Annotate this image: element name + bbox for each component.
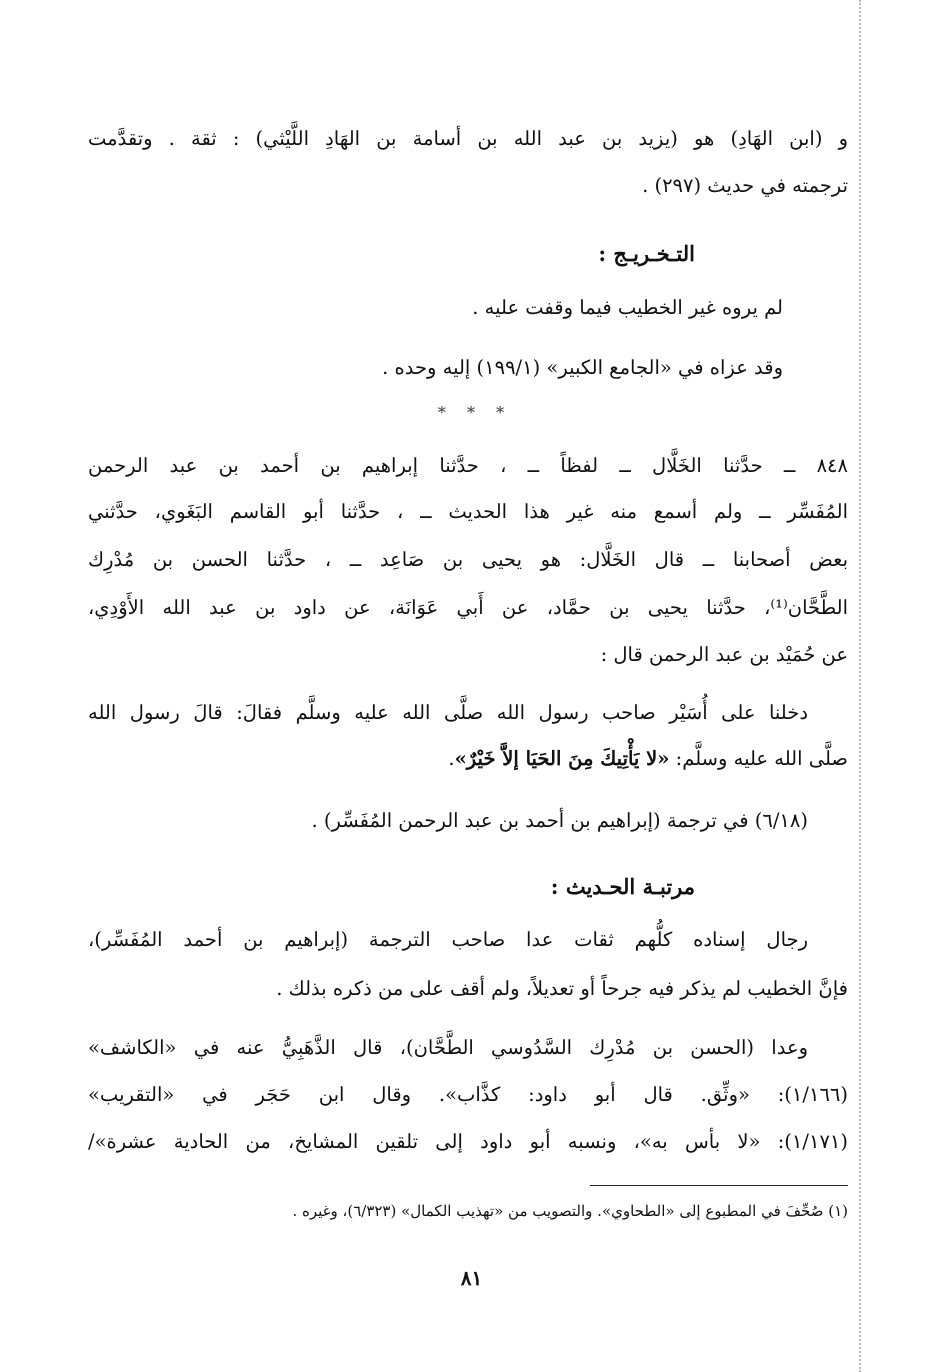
rutba-heading: مرتبـة الحـديث :	[550, 874, 695, 899]
takhrij-heading: التـخـريـج :	[598, 241, 695, 266]
rutba-para2-line-3: (١/١٧١): «لا بأس به»، ونسبه أبو داود إلى تلقين المشايخ، من الحادية عشرة»/	[88, 1130, 848, 1153]
footnote-separator-rule	[590, 1185, 848, 1186]
paragraph-top-line-2: ترجمته في حديث (٢٩٧) .	[642, 174, 848, 197]
hadith-isnad-line-2: المُفَسِّر ــ ولم أسمع منه غير هذا الحديث ــ ، حدَّثنا أبو القاسم البَغَوي، حدَّثني	[88, 500, 848, 523]
hadith-isnad-line-5: عن حُمَيْد بن عبد الرحمن قال :	[600, 643, 848, 666]
page-edge-dotted-line	[859, 0, 861, 1372]
hadith-isnad-line-3: بعض أصحابنا ــ قال الخَلَّال: هو يحيى بن صَاعِد ــ ، حدَّثنا الحسن بن مُدْرِك	[88, 548, 848, 571]
footnote-1: (١) صُحِّفَ في المطبوع إلى «الطحاوي». والتصويب من «تهذيب الكمال» (٦/٣٢٣)، وغيره .	[292, 1202, 848, 1220]
page-number: ٨١	[460, 1266, 483, 1290]
hadith-matn-line-2	[88, 744, 848, 774]
rutba-para1-line-2: فإنَّ الخطيب لم يذكر فيه جرحاً أو تعديلاً، ولم أقف على من ذكره بذلك .	[276, 977, 848, 1000]
takhrij-line-1: لم يروه غير الخطيب فيما وقفت عليه .	[472, 296, 783, 319]
rutba-para1-line-1: رجال إسناده كلُّهم ثقات عدا صاحب الترجمة (إبراهيم بن أحمد المُفَسِّر)،	[88, 928, 808, 951]
section-separator: * * *	[437, 403, 513, 422]
paragraph-top-line-1: و (ابن الهَادِ) هو (يزيد بن عبد الله بن أسامة بن الهَادِ اللَّيْثي) : ثقة . وتقدَّمت	[88, 127, 848, 150]
takhrij-line-2: وقد عزاه في «الجامع الكبير» (١٩٩/١) إليه وحده .	[382, 356, 783, 379]
reference-line: (٦/١٨) في ترجمة (إبراهيم بن أحمد بن عبد الرحمن المُفَسِّر) .	[311, 809, 808, 832]
hadith-isnad-line-4: الطَّحَّان⁽¹⁾، حدَّثنا يحيى بن حمَّاد، عن أَبي عَوَانَة، عن داود بن عبد الله الأَوْدِي،	[88, 596, 848, 619]
prophetic-saying: «لا يَأْتِيكَ مِنَ الحَيَا إلاَّ خَيْرٌ»	[454, 747, 670, 770]
rutba-para2-line-2: (١/١٦٦): «وثِّق. قال أبو داود: كذَّاب». وقال ابن حَجَر في «التقريب»	[88, 1083, 848, 1106]
hadith-matn-prefix: صلَّى الله عليه وسلَّم:	[669, 747, 848, 770]
hadith-isnad-line-1: ٨٤٨ ــ حدَّثنا الخَلَّال ــ لفظاً ــ ، حدَّثنا إبراهيم بن أحمد بن عبد الرحمن	[88, 454, 848, 477]
hadith-matn-line-1: دخلنا على أُسَيْر صاحب رسول الله صلَّى الله عليه وسلَّم فقالَ: قالَ رسول الله	[88, 701, 808, 724]
rutba-para2-line-1: وعدا (الحسن بن مُدْرِك السَّدُوسي الطَّحَّان)، قال الذَّهَبِيُّ عنه في «الكاشف»	[88, 1036, 808, 1059]
hadith-matn-suffix: .	[448, 747, 455, 770]
